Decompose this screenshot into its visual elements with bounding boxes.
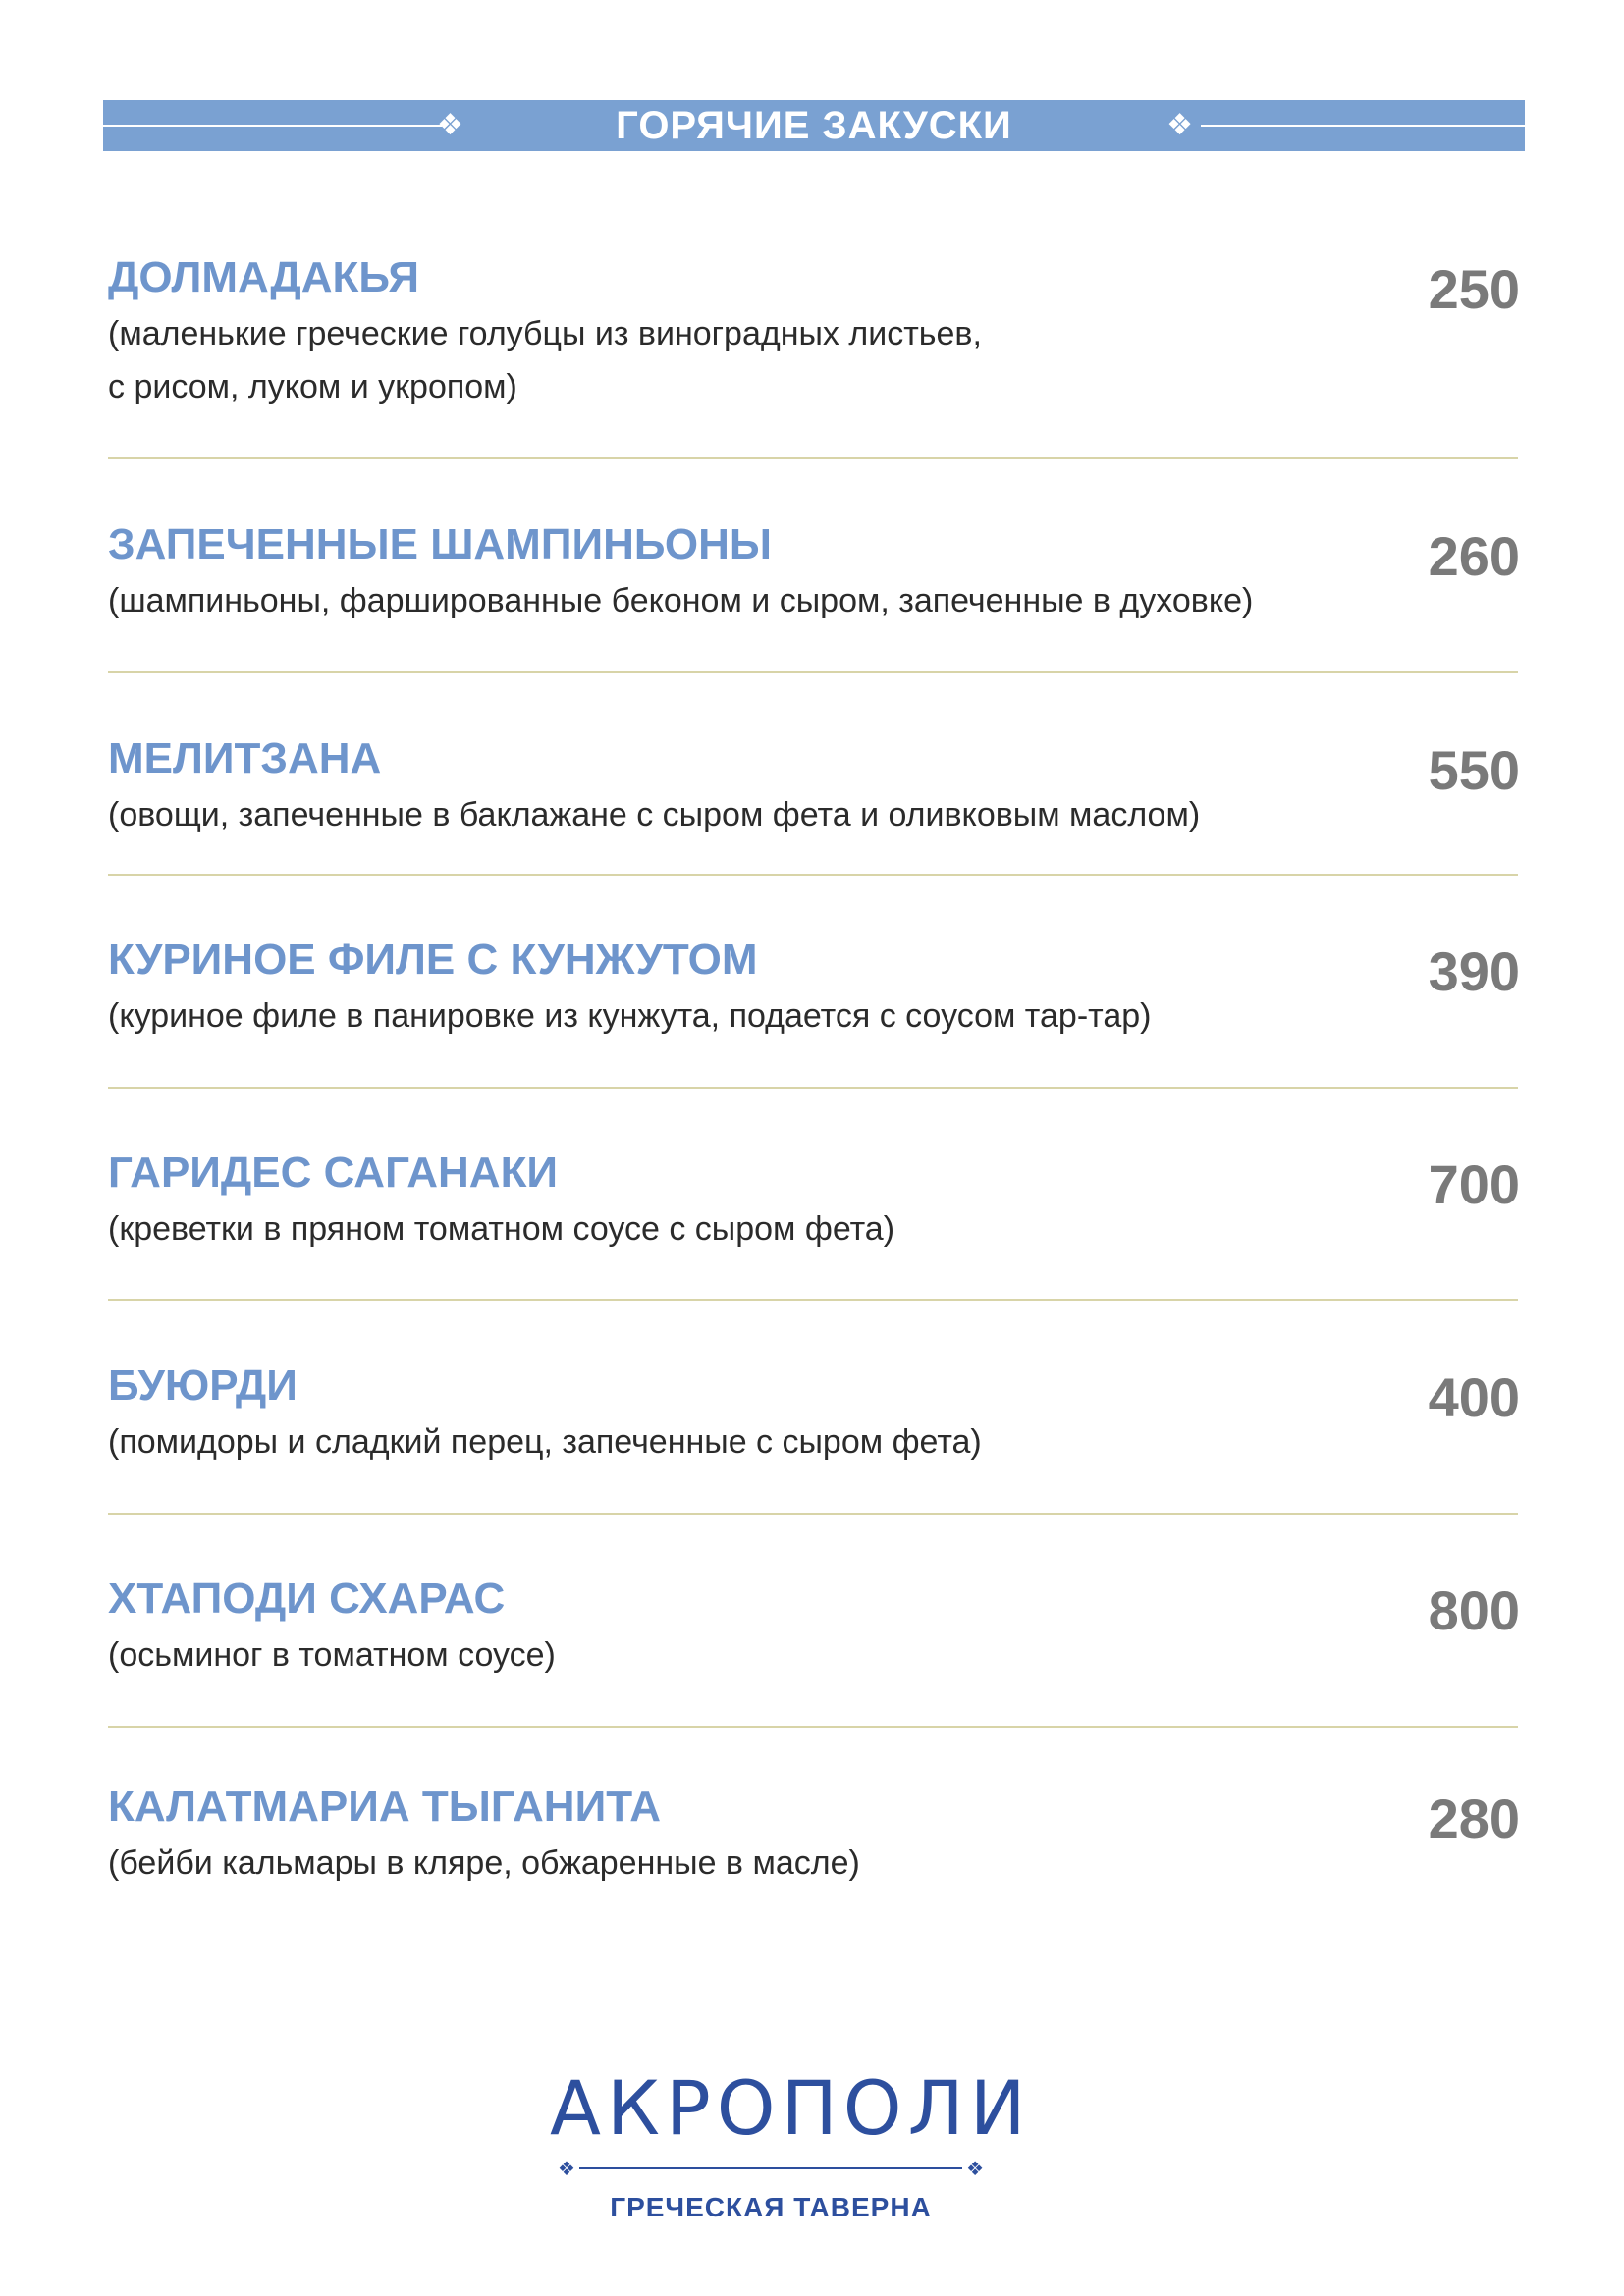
item-name: ДОЛМАДАКЬЯ [108,253,419,301]
item-name: КУРИНОЕ ФИЛЕ С КУНЖУТОМ [108,935,758,984]
menu-item [108,731,1520,841]
menu-item [108,1359,1520,1468]
item-price: 250 [1428,258,1520,320]
item-name: ЗАПЕЧЕННЫЕ ШАМПИНЬОНЫ [108,520,772,568]
menu-item [108,1572,1520,1682]
item-description: (креветки в пряном томатном соусе с сыром фета) [108,1210,895,1248]
menu-item [108,517,1520,627]
item-price: 400 [1428,1366,1520,1428]
item-price: 550 [1428,739,1520,801]
item-description: (помидоры и сладкий перец, запеченные с сыром фета) [108,1423,982,1461]
menu-item [108,250,1520,413]
section-title: ГОРЯЧИЕ ЗАКУСКИ [616,103,1012,147]
item-divider [108,874,1518,876]
diamond-ornament-icon: ❖ [1166,108,1193,142]
item-divider [108,1299,1518,1301]
menu-item [108,1780,1520,1890]
item-name: БУЮРДИ [108,1362,298,1410]
item-name: МЕЛИТЗАНА [108,734,382,782]
logo-rule-line [579,2167,962,2169]
logo-rule [558,2157,984,2180]
item-description: (овощи, запеченные в баклажане с сыром фета и оливковым маслом) [108,796,1201,833]
menu-item [108,1146,1520,1255]
logo-subtitle: ГРЕЧЕСКАЯ ТАВЕРНА [610,2192,932,2222]
item-price: 260 [1428,525,1520,587]
item-price: 800 [1428,1579,1520,1641]
diamond-ornament-icon: ❖ [966,2157,984,2180]
item-price: 700 [1428,1153,1520,1215]
item-price: 390 [1428,940,1520,1002]
item-name: КАЛАТМАРИА ТЫГАНИТА [108,1783,662,1831]
diamond-ornament-icon: ❖ [558,2157,575,2180]
menu-item [108,933,1520,1042]
section-banner [103,100,1525,151]
restaurant-logo [550,2064,1032,2227]
item-name: ХТАПОДИ СХАРАС [108,1575,506,1623]
item-divider [108,1513,1518,1515]
logo-name: АКРОПОЛИ [550,2064,1032,2152]
item-description: (маленькие греческие голубцы из виноградных листьев, с рисом, луком и укропом) [108,315,982,405]
item-price: 280 [1428,1788,1520,1849]
item-description: (шампиньоны, фаршированные беконом и сыром, запеченные в духовке) [108,582,1254,619]
item-divider [108,457,1518,459]
item-description: (бейби кальмары в кляре, обжаренные в масле) [108,1844,860,1882]
item-description: (осьминог в томатном соусе) [108,1636,556,1674]
banner-line-left [103,125,442,127]
item-divider [108,1087,1518,1089]
item-description: (куриное филе в панировке из кунжута, подается с соусом тар-тар) [108,997,1152,1035]
item-name: ГАРИДЕС САГАНАКИ [108,1148,559,1197]
banner-line-right [1201,125,1525,127]
diamond-ornament-icon: ❖ [437,108,463,142]
item-divider [108,671,1518,673]
item-divider [108,1726,1518,1728]
